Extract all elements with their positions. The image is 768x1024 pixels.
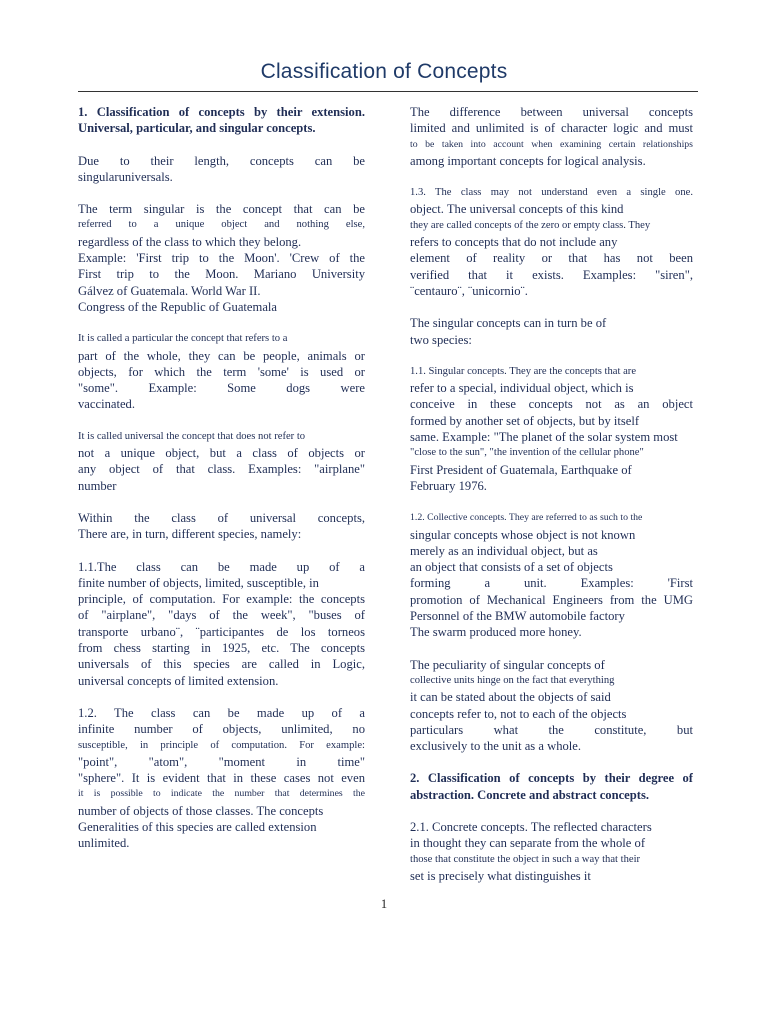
text-line: February 1976. — [410, 478, 487, 493]
text-line: exclusively to the unit as a whole. — [410, 739, 582, 754]
paragraph — [410, 819, 693, 884]
text-line: objects, for which the term 'some' is used or — [78, 364, 365, 379]
text-line: in thought they can separate from the whole of — [410, 836, 646, 851]
text-line: universals of this species are called in Logic, — [78, 657, 365, 672]
text-line: collective units hinge on the fact that everything — [410, 674, 615, 686]
text-line: abstraction. Concrete and abstract concepts. — [410, 787, 650, 802]
text-line: refer to a special, individual object, which is — [410, 381, 634, 396]
text-line: part of the whole, they can be people, animals or — [78, 348, 365, 363]
text-line: 1.3. The class may not understand even a single one. — [410, 187, 693, 199]
text-line: formed by another set of objects, but by itself — [410, 413, 640, 428]
text-line: Universal, particular, and singular concepts. — [78, 121, 316, 136]
text-line: The difference between universal concepts — [410, 105, 693, 119]
text-line: singular concepts whose object is not known — [410, 527, 636, 542]
paragraph — [78, 201, 365, 315]
text-line: Within the class of universal concepts, — [78, 510, 365, 525]
text-line: merely as an individual object, but as — [410, 543, 598, 558]
text-line: Congress of the Republic of Guatemala — [78, 299, 277, 314]
text-line: The term singular is the concept that can be — [78, 202, 365, 217]
text-line: It is called a particular the concept that refers to a — [78, 333, 288, 345]
text-line: those that constitute the object in such a way that their — [410, 853, 641, 865]
text-line: The singular concepts can in turn be of — [410, 316, 607, 331]
paragraph — [78, 705, 365, 852]
text-line: any object of that class. Examples: "airplane" — [78, 462, 365, 477]
text-line: 1.2. The class can be made up of a — [78, 705, 365, 720]
text-line: same. Example: "The planet of the solar system most — [410, 430, 678, 445]
text-line: conceive in these concepts not as an object — [410, 397, 693, 412]
paragraph — [410, 315, 693, 348]
title-divider — [78, 91, 698, 92]
paragraph — [78, 510, 365, 543]
document-title: Classification of Concepts — [260, 60, 508, 83]
text-line: it is possible to indicate the number that determines the — [78, 788, 365, 800]
text-line: forming a unit. Examples: 'First — [410, 576, 693, 591]
text-line: it can be stated about the objects of said — [410, 690, 611, 705]
text-line: an object that consists of a set of objects — [410, 560, 613, 575]
text-line: ¨centauro¨, ¨unicornio¨. — [410, 283, 528, 298]
text-line: Due to their length, concepts can be — [78, 153, 365, 168]
text-line: particulars what the constitute, but — [410, 722, 693, 737]
text-line: principle, of computation. For example: the concepts — [78, 592, 365, 607]
text-line: among important concepts for logical analysis. — [410, 153, 646, 168]
text-line: unlimited. — [78, 836, 130, 851]
text-line: 2. Classification of concepts by their degree of — [410, 771, 693, 786]
text-line: vaccinated. — [78, 397, 135, 412]
text-line: limited and unlimited is of character logic and must — [410, 121, 693, 136]
text-line: 1.2. Collective concepts. They are referred to as such to the — [410, 512, 643, 524]
text-line: number of objects of those classes. The concepts — [78, 803, 324, 818]
paragraph — [78, 429, 365, 494]
text-line: It is called universal the concept that does not refer to — [78, 430, 306, 442]
text-line: singularuniversals. — [78, 169, 173, 184]
paragraph — [410, 185, 693, 299]
text-line: Example: 'First trip to the Moon'. 'Crew of the — [78, 251, 365, 266]
text-line: There are, in turn, different species, namely: — [78, 527, 302, 542]
text-line: infinite number of objects, unlimited, no — [78, 722, 365, 737]
text-line: Gálvez of Guatemala. World War II. — [78, 283, 261, 298]
text-line: finite number of objects, limited, susceptible, in — [78, 575, 319, 590]
left-column — [78, 104, 365, 868]
text-line: Generalities of this species are called extension — [78, 819, 317, 834]
paragraph — [410, 104, 693, 169]
text-line: verified that it exists. Examples: "siren", — [410, 267, 693, 282]
paragraph — [78, 331, 365, 412]
text-line: transporte urbano¨, ¨participantes de los torneos — [78, 624, 365, 639]
text-line: 1.1. Singular concepts. They are the concepts that are — [410, 365, 637, 377]
text-line: Personnel of the BMW automobile factory — [410, 609, 625, 624]
text-line: First trip to the Moon. Mariano University — [78, 267, 365, 282]
text-line: 2.1. Concrete concepts. The reflected characters — [410, 819, 652, 834]
paragraph — [78, 153, 365, 186]
paragraph — [410, 364, 693, 494]
paragraph — [410, 657, 693, 755]
text-line: 1. Classification of concepts by their extension. — [78, 105, 365, 119]
text-line: object. The universal concepts of this kind — [410, 202, 624, 217]
text-line: from chess starting in 1925, etc. The concepts — [78, 641, 365, 656]
text-line: two species: — [410, 332, 472, 347]
text-line: The peculiarity of singular concepts of — [410, 657, 605, 672]
text-line: number — [78, 478, 117, 493]
text-line: set is precisely what distinguishes it — [410, 868, 591, 883]
text-line: The swarm produced more honey. — [410, 625, 582, 640]
right-column — [410, 104, 693, 900]
text-line: 1.1.The class can be made up of a — [78, 559, 365, 574]
text-line: "close to the sun", "the invention of the cellular phone" — [410, 447, 644, 459]
text-line: refers to concepts that do not include any — [410, 235, 618, 250]
text-line: universal concepts of limited extension. — [78, 673, 279, 688]
text-line: "sphere". It is evident that in these cases not even — [78, 771, 365, 786]
text-line: to be taken into account when examining certain relationships — [410, 138, 693, 150]
paragraph — [78, 559, 365, 689]
text-line: regardless of the class to which they belong. — [78, 234, 302, 249]
text-line: susceptible, in principle of computation. For example: — [78, 739, 365, 751]
text-line: element of reality or that has not been — [410, 251, 693, 266]
text-line: "some". Example: Some dogs were — [78, 381, 365, 396]
text-line: they are called concepts of the zero or empty class. They — [410, 219, 651, 231]
paragraph — [410, 510, 693, 640]
text-line: referred to a unique object and nothing else, — [78, 219, 365, 231]
text-line: of "airplane", "days of the week", "buses of — [78, 608, 365, 623]
section-heading-extension — [78, 104, 365, 137]
text-line: not a unique object, but a class of objects or — [78, 446, 365, 461]
text-line: concepts refer to, not to each of the objects — [410, 706, 627, 721]
section-heading-abstraction — [410, 770, 693, 803]
text-line: "point", "atom", "moment in time" — [78, 754, 365, 769]
page-number: 1 — [380, 897, 388, 911]
text-line: promotion of Mechanical Engineers from the UMG — [410, 592, 693, 607]
text-line: First President of Guatemala, Earthquake of — [410, 462, 632, 477]
